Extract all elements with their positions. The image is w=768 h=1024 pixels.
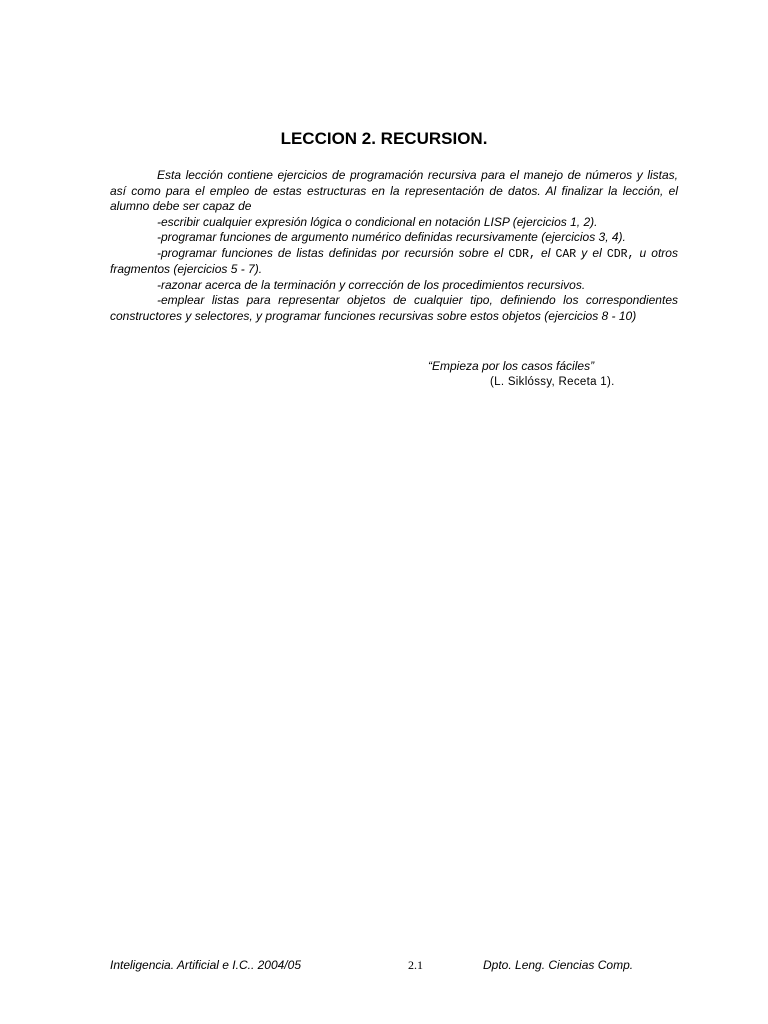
objective-item: -razonar acerca de la terminación y corrección de los procedimientos recursivos. [157,277,586,292]
lesson-body [110,168,678,324]
objective-item: -programar funciones de argumento numérico definidas recursivamente (ejercicios 3, 4). [157,230,626,244]
code-cdr: CDR, [606,247,635,261]
code-cdr: CDR, [508,247,536,261]
footer-course: Inteligencia. Artificial e I.C.. 2004/05 [110,958,301,972]
objective-text: el [535,245,556,260]
objective-item: -emplear listas para representar objetos de cualquier tipo, definiendo los correspondientes constructores y selectores, y programar funciones recursivas sobre estos objetos (ejercicios 8 - 10) [110,293,678,323]
footer-department: Dpto. Leng. Ciencias Comp. [483,958,634,972]
objective-text: y el [576,245,607,260]
lesson-title: LECCION 2. RECURSION. [280,129,488,148]
code-car: CAR [555,247,577,261]
objective-item: -escribir cualquier expresión lógica o condicional en notación LISP (ejercicios 1, 2). [157,214,598,229]
intro-paragraph: Esta lección contiene ejercicios de programación recursiva para el manejo de números y listas, así como para el empleo de estas estructuras en la representación de datos. Al finalizar la lección, el alumno debe ser capaz de [110,168,678,213]
objective-text: u otros fragmentos (ejercicios 5 - 7). [110,245,678,276]
epigraph-citation: (L. Siklóssy, Receta 1). [490,376,615,388]
objective-item [110,246,678,278]
objective-text: -programar funciones de listas definidas por recursión sobre el [157,245,509,260]
footer-page-number: 2.1 [408,958,423,972]
epigraph-quote: “Empieza por los casos fáciles” [428,359,595,373]
